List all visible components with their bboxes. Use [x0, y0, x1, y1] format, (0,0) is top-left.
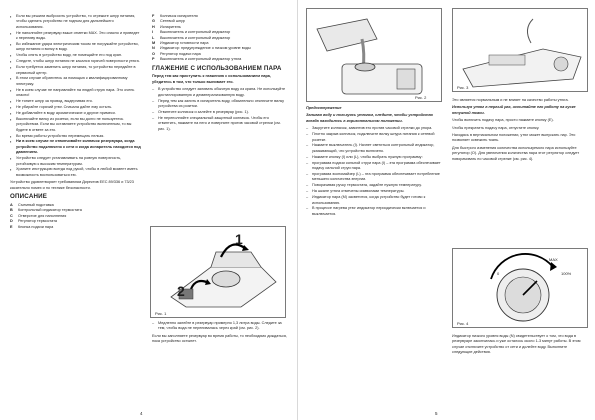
- operation-step: – Нажмите выключатель (I). Начнет светиться контрольный индикатор, указывающий, что устройство включено.: [306, 143, 442, 154]
- figure-3: [452, 8, 588, 92]
- safety-item: ▪ Храните инструкцию всегда под рукой, чтобы в любой момент иметь возможность воспользоваться ею.: [10, 167, 142, 178]
- description-item-text: Контрольный индикатор термостата: [18, 208, 82, 213]
- parts-legend-item-key: H: [152, 24, 155, 29]
- safety-item: ▪ Не тяните шнур за провод, выдергивая его.: [10, 99, 142, 104]
- page-number-left: 4: [140, 411, 143, 416]
- steam-usage-note: Чтобы включить подачу пара, просто нажмите кнопку (E).: [452, 118, 554, 123]
- steam-step: – В устройство следует заливать обычную воду из крана. Не используйте дистиллированную и деминерализованную воду.: [152, 87, 288, 98]
- steam-usage-note: Находясь в вертикальном положении, утюг может выпускать пар. Это позволяет освежить ткань.: [452, 133, 576, 143]
- safety-warning-bold: ▪ Ни в коем случае не отвинчивайте колпачок резервуара, когда устройство подключено к сети и когда испаритель находится под давлением.: [10, 139, 142, 155]
- warning-heading: Предостережение: [306, 106, 342, 110]
- operation-step: – программа экономайзер (L) – эта программа обеспечивает потребление меньшего количества энергии.: [306, 172, 442, 183]
- first-use-tip: Используя утюг в первый раз, испытайте его работу на куске ненужной ткани.: [452, 105, 576, 115]
- water-fill-illustration: [307, 9, 443, 103]
- safety-list: [10, 14, 142, 139]
- operation-step: – Поворачивая ручку термостата, задайте нужную температуру.: [306, 183, 442, 188]
- figure-3-label: Рис. 3: [457, 85, 469, 90]
- refill-note: Если вы заполняете резервуар во время работы, то необходимо дождаться, пока устройство остынет.: [152, 333, 287, 344]
- parts-legend-item-text: Регулятор подачи пара: [160, 51, 201, 56]
- operation-step: – На шкале утюга отмечены символами температуры.: [306, 189, 442, 194]
- description-item-text: Отверстие для наполнения: [18, 213, 67, 218]
- safety-item: ▪ Во избежание удара электрическим током не погружайте устройство, шнур питания и вилку в воду.: [10, 42, 142, 53]
- low-water-note: Индикатор низкого уровня воды (N) свидетельствует о том, что вода в резервуаре закончилась и уже осталось около 1-3 минут работы. В этом случае отключите устройство от сети и долейте воду. Выполните следующие действия.: [452, 334, 581, 355]
- safety-item: ▪ Если вы решили выбросить устройство, то отрежьте шнур питания, чтобы сделать устройство не годным для дальнейшего использования.: [10, 14, 142, 30]
- steam-usage-note: Для быстрого изменения количества используемого пара используйте регулятор (O). Для увеличения количества пара этот регулятор следует поворачивать по часовой стрелке (см. рис. 4).: [452, 145, 580, 161]
- description-item-text: Кнопка подачи пара: [18, 224, 54, 229]
- operation-step: – Нажмите кнопку (I) или (L), чтобы выбрать нужную программу:: [306, 155, 442, 160]
- description-list: [10, 203, 142, 230]
- safety-item: ▪ Не в коем случае не направляйте на людей струю пара. Это очень опасно!: [10, 88, 142, 99]
- operation-step: – В процессе нагрева утюг индикатор периодически включается и выключается.: [306, 206, 442, 217]
- parts-legend-item-key: I: [152, 30, 154, 35]
- description-item: [10, 225, 142, 230]
- safety-item: ▪ Чтобы снять в устройство воду, не помещайте его под кран.: [10, 53, 142, 58]
- parts-legend-item-key: P: [152, 57, 155, 62]
- safety-item: ▪ Если требуется заменить шнур питания, то устройство передайте в сервисный центр.: [10, 65, 142, 76]
- parts-legend-item-key: F: [152, 14, 155, 18]
- steam-step: – Не переполняйте специальный защитный колпачок. Чтобы его отвинтить, нажмите на него и поверните против часовой стрелки (см. рис. 1).: [152, 116, 288, 132]
- safety-item: ▪ Устройство следует устанавливать на ровную поверхность, устойчивую к высоким температурам.: [10, 156, 142, 167]
- safety-list-2: [10, 156, 142, 178]
- column-4-tail: [452, 332, 588, 358]
- dial-zero-label: 0: [497, 271, 500, 276]
- steam-generator-illustration: [453, 9, 589, 93]
- parts-legend-item-text: Индикатор готовности пара: [160, 41, 209, 46]
- operation-step: – Индикатор пара (M) засветится, когда устройство будет готово к использованию.: [306, 195, 442, 206]
- warning-text: Заливая воду и пользуясь утюгом, следите, чтобы устройство всегда находилось в горизонтальном положении.: [306, 113, 433, 123]
- parts-legend-item-text: Испаритель: [160, 24, 181, 29]
- figure-1-step-1: 1: [235, 231, 243, 247]
- description-item-key: C: [10, 213, 13, 218]
- dial-max-label: MAX: [549, 257, 558, 262]
- parts-legend-item: [152, 57, 288, 62]
- column-2-tail: [152, 321, 288, 347]
- description-item-key: A: [10, 202, 13, 207]
- parts-legend-item-text: Индикатор: предупреждение о низком уровне воды: [160, 46, 251, 51]
- normal-operation-note: Это является нормальным и не влияет на качество работы утюга.: [452, 98, 569, 102]
- safety-item: ▪ Выключайте вилку из розетки, если вы долго не пользуетесь устройством. Если вы оставляете устройство включенным, то вы будете в ответе за это.: [10, 117, 142, 133]
- dial-percent-label: 100%: [561, 271, 572, 276]
- parts-legend-item-text: Колпачок испарителя: [160, 14, 198, 18]
- steam-step: – Перед тем как залить в испаритель воду, обязательно отключите вилку устройства из розетки.: [152, 99, 288, 110]
- figure-1-step-2: 2: [177, 283, 185, 299]
- directive-note: Устройство удовлетворяет требованиям Директив ЕЕС 89/336 и 73/23 касательно помех и по технике безопасности.: [10, 180, 134, 190]
- description-heading: ОПИСАНИЕ: [10, 193, 48, 201]
- page-left: [0, 0, 297, 420]
- description-item-key: E: [10, 224, 13, 229]
- safety-item: ▪ Не добавляйте в воду ароматические и другие примеси.: [10, 111, 142, 116]
- figure-1: [150, 226, 286, 318]
- parts-legend-item-text: Выключатель и контрольный индикатор: [160, 35, 231, 40]
- parts-legend-item-key: G: [152, 19, 155, 24]
- figure-2-label: Рис. 2: [415, 95, 427, 100]
- operation-step: – Закрутите колпачок, завинтив его против часовой стрелки до упора.: [306, 126, 442, 131]
- description-item-text: Регулятор термостата: [18, 219, 57, 224]
- column-2: [152, 14, 288, 133]
- description-item-text: Съемный подставка: [18, 202, 54, 207]
- parts-legend-item-text: Сетевой шнур: [160, 19, 185, 24]
- parts-legend-item-text: Выключатель и контрольный индикатор утюга: [160, 57, 242, 62]
- steam-steps: [152, 87, 288, 132]
- parts-legend-item-key: L: [152, 35, 155, 40]
- operation-step: – Плотно закрыв колпачок, подключите вилку шнура питания к сетевой розетке.: [306, 132, 442, 143]
- page-number-right: 5: [435, 411, 438, 416]
- safety-item: ▪ В этом случае обратитесь за помощью к квалифицированному электрику.: [10, 76, 142, 87]
- iron-tank-illustration: [151, 227, 287, 319]
- figure-2: [306, 8, 442, 102]
- parts-legend-item-text: Выключатель и контрольный индикатор: [160, 30, 231, 35]
- operation-steps: [306, 126, 442, 217]
- column-1: [10, 14, 142, 230]
- parts-legend-item-key: M: [152, 41, 156, 46]
- operation-step: – программа подачи сильной струи пара (I) – эта программа обеспечивает подачу сильной струи пара.: [306, 161, 442, 172]
- parts-legend: [152, 14, 288, 63]
- safety-item: ▪ Не убирайте горячий утюг. Сначала дайте ему остыть.: [10, 105, 142, 110]
- figure-4-label: Рис. 4: [457, 321, 469, 326]
- column-4: [452, 96, 588, 164]
- fill-instruction: – Медленно залейте в резервуар примерно 1,3 литра воды. Следите за тем, чтобы вода не переливалась через край (см. рис. 2).: [152, 321, 288, 332]
- safety-item: ▪ Во время работы устройство перемещать нельзя.: [10, 134, 142, 139]
- figure-4: [452, 248, 588, 328]
- description-item-key: D: [10, 219, 13, 224]
- steam-usage-notes: [452, 118, 588, 162]
- steam-regulator-dial: [453, 249, 589, 329]
- safety-item: ▪ Не наполняйте резервуар выше отметки MAX. Это опасно и приведет к переливу воды.: [10, 31, 142, 42]
- parts-legend-item-key: N: [152, 46, 155, 51]
- page-right: [298, 0, 595, 420]
- steam-intro: Перед тем как приступить к глажению с использованием пара, убедитесь в том, что только вынимает его.: [152, 74, 271, 84]
- steam-ironing-heading: ГЛАЖЕНИЕ С ИСПОЛЬЗОВАНИЕМ ПАРА: [152, 64, 282, 72]
- safety-item: ▪ Следите, чтобы шнур питания не касался горячей поверхности утюга.: [10, 59, 142, 64]
- column-3: [306, 106, 442, 218]
- parts-legend-item-key: O: [152, 51, 155, 56]
- steam-usage-note: Чтобы прекратить подачу пара, отпустите кнопку.: [452, 125, 540, 130]
- description-item-key: B: [10, 208, 13, 213]
- figure-1-label: Рис. 1: [155, 311, 167, 316]
- steam-step: – Отвинтите колпачок и залейте в резервуар (рис. 1).: [152, 110, 288, 115]
